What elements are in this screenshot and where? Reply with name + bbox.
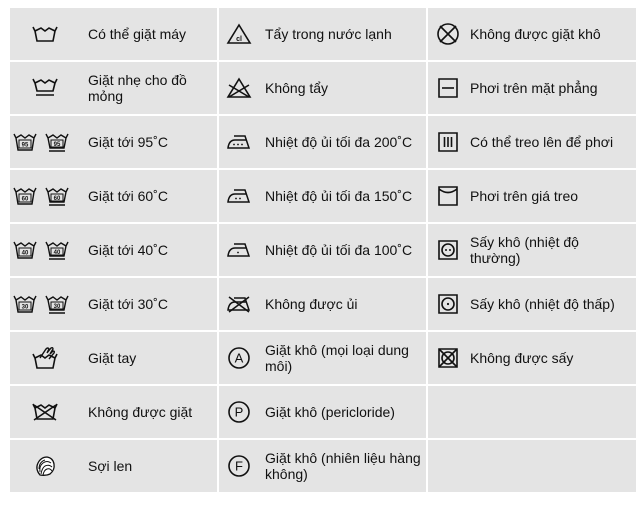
cell-dryclean-any — [219, 332, 426, 384]
symbol-label: Không tẩy — [265, 80, 329, 96]
symbol-label: Giặt khô (mọi loại dung môi) — [265, 342, 409, 374]
symbol-label: Không được sấy — [470, 350, 574, 366]
bleach-letters: cl — [236, 36, 242, 43]
cell-dryclean-f — [219, 440, 426, 492]
symbol-label: Không được giặt — [88, 404, 193, 420]
symbol-label: Không được giặt khô — [470, 26, 601, 42]
tub-number: 40 — [53, 250, 61, 256]
symbol-label: Nhiệt độ ủi tối đa 100˚C — [265, 242, 413, 258]
cell-hang-dry — [428, 170, 636, 222]
dryclean-f-icon — [219, 440, 259, 492]
circle-crossed-icon — [428, 8, 468, 60]
cell-no-wash — [10, 386, 217, 438]
cell-wash-40 — [10, 224, 217, 276]
tub-number: 95 — [53, 142, 61, 148]
cell-iron-200 — [219, 116, 426, 168]
symbol-label: Nhiệt độ ủi tối đa 200˚C — [265, 134, 413, 150]
dry-flat-icon — [428, 62, 468, 114]
symbol-label: Phơi trên giá treo — [470, 188, 579, 204]
washtub-crossed-icon — [10, 386, 80, 438]
tub-number: 30 — [53, 304, 61, 310]
cell-iron-150 — [219, 170, 426, 222]
dryclean-p-icon — [219, 386, 259, 438]
cell-bleach-cold — [219, 8, 426, 60]
cell-wash-95 — [10, 116, 217, 168]
drip-dry-icon — [428, 116, 468, 168]
symbol-label: Giặt tay — [88, 350, 137, 366]
dryclean-letter: F — [235, 458, 243, 474]
symbol-label: Nhiệt độ ủi tối đa 150˚C — [265, 188, 413, 204]
no-tumble-dry-icon — [428, 332, 468, 384]
bleach-triangle-icon — [219, 8, 259, 60]
symbol-label: Giặt khô (nhiên liệu hàng không) — [265, 450, 421, 482]
line-dry-icon — [428, 170, 468, 222]
symbol-label: Có thể treo lên để phơi — [470, 134, 614, 150]
tub-number: 95 — [21, 142, 29, 149]
symbol-label: Có thể giặt máy — [88, 26, 187, 42]
cell-wash-60 — [10, 170, 217, 222]
symbol-label: Tẩy trong nước lạnh — [265, 26, 392, 42]
symbol-label: Giặt khô (pericloride) — [265, 404, 395, 420]
symbol-label: Giặt tới 30˚C — [88, 296, 168, 312]
tub-number: 60 — [53, 196, 61, 202]
symbol-label: Giặt nhẹ cho đồ mỏng — [88, 72, 187, 104]
cell-machine-wash — [10, 8, 217, 60]
washtub-30-icon — [10, 278, 80, 330]
cell-no-dryclean — [428, 8, 636, 60]
symbol-label: Phơi trên mặt phẳng — [470, 80, 598, 96]
cell-line-dry — [428, 116, 636, 168]
symbol-label: Sợi len — [88, 458, 133, 474]
iron-one-dot-icon — [219, 224, 259, 276]
iron-two-dots-icon — [219, 170, 259, 222]
cell-no-iron — [219, 278, 426, 330]
symbol-label: Giặt tới 60˚C — [88, 188, 168, 204]
cell-tumble-normal — [428, 224, 636, 276]
symbol-label: Giặt tới 40˚C — [88, 242, 168, 258]
symbol-label: Không được ủi — [265, 296, 358, 312]
washtub-95-icon — [10, 116, 80, 168]
cell-dryclean-p — [219, 386, 426, 438]
washtub-underline-icon — [10, 62, 80, 114]
cell-wool — [10, 440, 217, 492]
dryclean-letter: P — [234, 404, 244, 420]
cell-iron-100 — [219, 224, 426, 276]
cell-wash-30 — [10, 278, 217, 330]
dryclean-a-icon — [219, 332, 259, 384]
iron-three-dots-icon — [219, 116, 259, 168]
hand-wash-icon — [10, 332, 80, 384]
dryclean-letter: A — [234, 350, 244, 366]
bleach-crossed-icon — [219, 62, 259, 114]
tumble-dry-two-dots-icon — [428, 224, 468, 276]
laundry-symbols-table — [10, 8, 632, 495]
cell-empty — [428, 386, 636, 438]
washtub-40-icon — [10, 224, 80, 276]
wool-icon — [10, 440, 80, 492]
cell-gentle-wash — [10, 62, 217, 114]
symbol-label: Sấy khô (nhiệt độ thường) — [470, 234, 579, 266]
symbol-label: Giặt tới 95˚C — [88, 134, 168, 150]
iron-crossed-icon — [219, 278, 259, 330]
cell-dry-flat — [428, 62, 636, 114]
cell-no-bleach — [219, 62, 426, 114]
cell-hand-wash — [10, 332, 217, 384]
tub-number: 30 — [21, 304, 29, 311]
symbol-label: Sấy khô (nhiệt độ thấp) — [470, 296, 615, 312]
tub-number: 60 — [21, 196, 29, 203]
cell-empty — [428, 440, 636, 492]
washtub-60-icon — [10, 170, 80, 222]
tumble-dry-one-dot-icon — [428, 278, 468, 330]
cell-tumble-low — [428, 278, 636, 330]
tub-number: 40 — [21, 250, 29, 257]
cell-no-tumble — [428, 332, 636, 384]
washtub-icon — [10, 8, 80, 60]
